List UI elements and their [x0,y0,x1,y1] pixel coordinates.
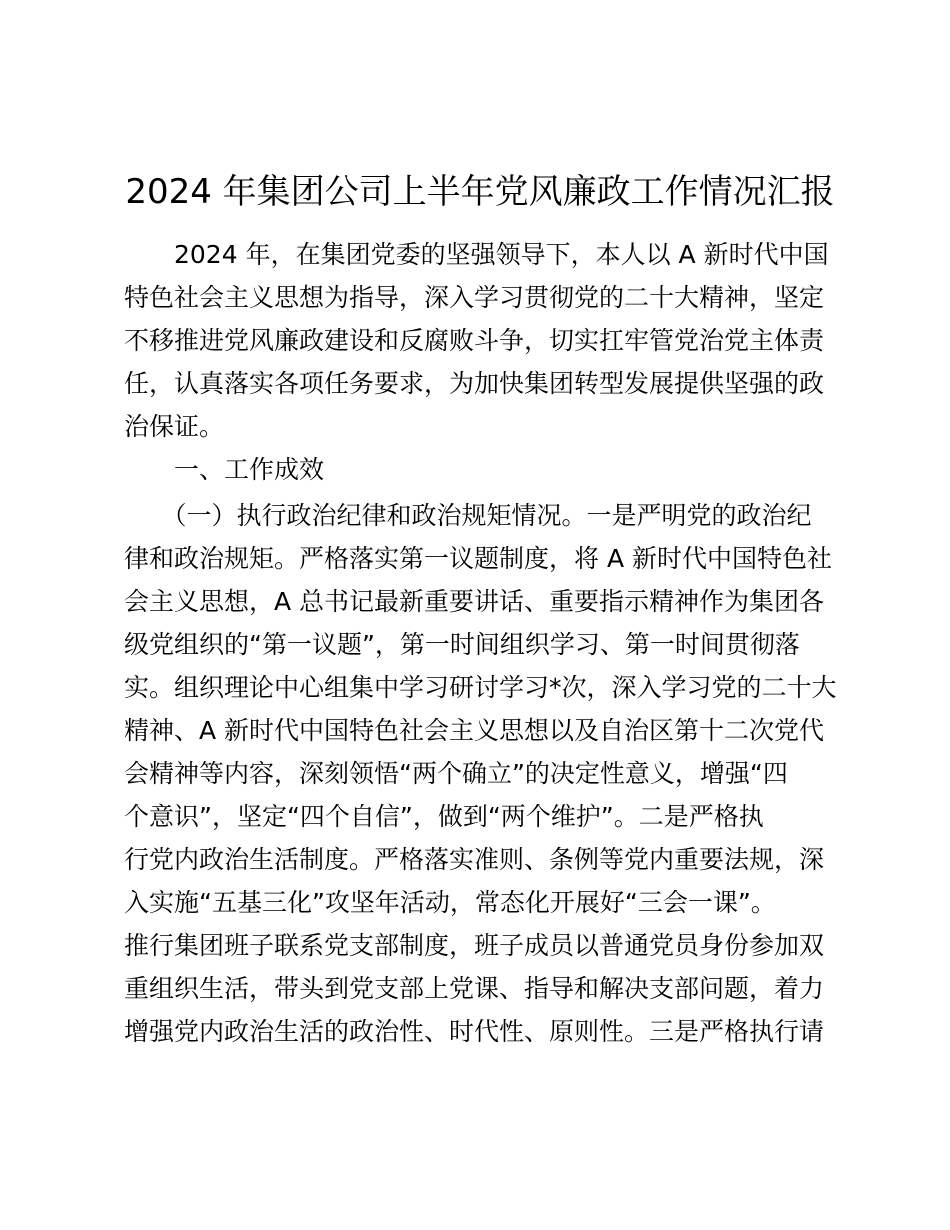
text-line: 个意识”，坚定“四个自信”，做到“两个维护”。二是严格执 [124,802,764,831]
document-title: 2024 年集团公司上半年党风廉政工作情况汇报 [125,172,835,212]
text-line: 级党组织的“第一议题”，第一时间组织学习、第一时间贯彻落 [124,630,800,659]
text-line: 行党内政治生活制度。严格落实准则、条例等党内重要法规，深 [124,845,825,874]
text-line: 不移推进党风廉政建设和反腐败斗争，切实扛牢管党治党主体责 [124,326,825,355]
text-line: （一）执行政治纪律和政治规矩情况。一是严明党的政治纪 [124,501,812,530]
text-line: 2024 年，在集团党委的坚强领导下，本人以 A 新时代中国 [124,240,829,269]
text-line: 实。组织理论中心组集中学习研讨学习*次，深入学习党的二十大 [124,673,837,702]
text-line: 任，认真落实各项任务要求，为加快集团转型发展提供坚强的政 [124,369,825,398]
text-line: 重组织生活，带头到党支部上党课、指导和解决支部问题，着力 [124,974,825,1003]
text-line: 增强党内政治生活的政治性、时代性、原则性。三是严格执行请 [124,1017,825,1046]
text-line: 特色社会主义思想为指导，深入学习贯彻党的二十大精神，坚定 [124,283,825,312]
text-line: 入实施“五基三化”攻坚年活动，常态化开展好“三会一课”。 [124,888,776,917]
text-line: 推行集团班子联系党支部制度，班子成员以普通党员身份参加双 [124,931,825,960]
text-line: 律和政治规矩。严格落实第一议题制度，将 A 新时代中国特色社 [124,544,832,573]
text-line: 精神、A 新时代中国特色社会主义思想以及自治区第十二次党代 [124,716,825,745]
section-heading: 一、工作成效 [124,455,325,484]
text-line: 会精神等内容，深刻领悟“两个确立”的决定性意义，增强“四 [124,759,788,788]
text-line: 治保证。 [124,412,225,441]
text-line: 会主义思想，A 总书记最新重要讲话、重要指示精神作为集团各 [124,587,825,616]
